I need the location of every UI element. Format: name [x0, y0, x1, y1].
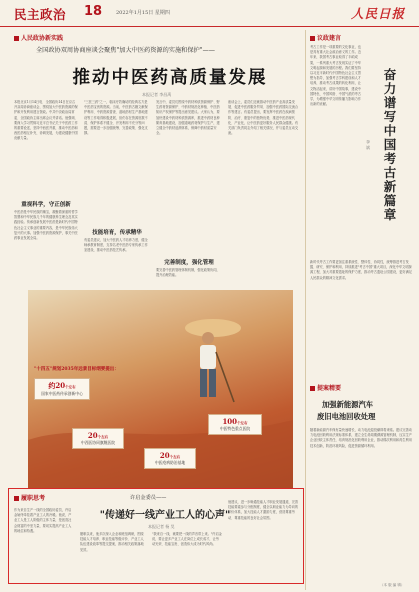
column-divider: [305, 30, 306, 590]
column-tag: 议政建言: [310, 33, 341, 42]
subhead: 技能培育，传承精华: [92, 230, 142, 236]
sidebar-text-block: 新时代考古工作要更加注重系统性、整体性、协同性，统筹推进考古发掘、研究、保护和利用，持续推进"考古中国"重大项目，深化中华文明探源工程，加大对重要遗址的保护力度，推动考古遗址公园建设，更好满足人民群众的精神文化需求。: [310, 260, 412, 280]
column-tag: 提案精要: [310, 383, 341, 392]
infographic-title: "十四五"规划2035年远景目标纲要提出：: [34, 367, 119, 372]
page-number: 18: [84, 4, 103, 19]
proposal-title-line1: 加强新能源汽车: [322, 400, 374, 409]
sidebar-text-block: 随着新能源汽车保有量快速增长，动力电池退役潮即将来临。建议完善动力电池回收利用法规标准体系，建立全生命周期溯源管理机制，压实生产企业回收主体责任，培育规范化回收利用企业，推动梯次利用和再生利用技术创新，防范环境风险，促进资源循环利用。: [310, 428, 412, 448]
article-text-block: 有委员建议，加大中医药人才培养力度，健全师承教育制度，支持名老中医药专家传承工作室建设，推动中医药技艺传承。: [84, 238, 148, 253]
bottom-text-block: 他建议，进一步畅通技能人才职业发展通道，完善技能要素参与分配制度，健全以职业能力为导向的评价体系，加大技能人才激励力度，营造尊重劳动、尊重技能的良好社会氛围。: [228, 500, 299, 520]
tag-square-icon: [310, 386, 315, 391]
stat-badge: 100个左右 中医特色重点医院: [208, 414, 262, 435]
main-byline: 本报记者 李昌禹: [142, 92, 172, 97]
bottom-text-block: 作为来自生产一线的全国政协委员，许启金始终牵挂着产业工人的冷暖。他说，产业工人是工人阶级的主体力量，是创造社会财富的中坚力量，要切实提高产业工人的地位和待遇。: [14, 508, 72, 533]
stat-badge: 20个左右 中医疫病防治基地: [144, 448, 196, 469]
proposal-title-line2: 废旧电池回收处理: [317, 412, 376, 421]
column-tag: 人民政协新实践: [14, 33, 63, 42]
bottom-text-block: "我来自一线，就要把一线的声音带上来。"许启金说，要让更多产业工人在岗位上成长成才，让劳动光荣、技能宝贵、创造伟大成为时代风尚。: [152, 532, 222, 547]
article-text-block: 中医药是中华民族的瑰宝，凝聚着深邃的哲学智慧和中华民族几千年的健康养生理念及其实践经验。传承创新发展中医药是新时代中国特色社会主义事业的重要内容，是中华民族伟大复兴的大事。加强中医药资源保护，事关中医药事业发展全局。: [14, 210, 78, 241]
sidebar-text-block: 考古工作是一项重要的文化事业，也是具有重大社会政治意义的工作。近年来，我国考古事业取得了丰硕成果，一系列重大考古发现实证了中华文明起源和发展的历程。我们要坚持以习近平新时代中国特色社会主义思想为指导，加强考古学科建设和人才培养，推动考古成果的转化利用，让文物活起来，讲好中国故事，建设中国特色、中国风格、中国气派的考古学，为增强中华文明传播力影响力作出新的贡献。: [310, 45, 361, 107]
sidebar-author: 李 斌: [366, 140, 371, 150]
newspaper-logo: 人民日报: [351, 6, 406, 21]
issue-date: 2022年1月15日 星期四: [116, 10, 170, 16]
stat-badge: 约20个左右 国家中医药传承创新中心: [34, 378, 90, 400]
tag-square-icon: [14, 496, 19, 501]
article-text-block: 要完善中医药管理体制机制，强化政策协同，提升治理效能。: [156, 268, 220, 278]
bottom-text-block: 履职以来，他多次深入企业和班组调研，围绕技能人才培养、职业技能等级评价、产业工人队伍建设改革等提交提案，推动相关政策落地见效。: [80, 532, 144, 552]
tag-square-icon: [14, 36, 19, 41]
article-text-block: 本报北京1月14日电 全国政协14日在京召开双周协商座谈会，围绕加大中医药资源的保护和开发利用建言资政。中共中央政治局常委、全国政协主席出席会议并讲话。他强调，要深入学习贯彻习近平总书记关于中医药工作的重要论述，坚持中西医并重，推动中医药和西医药相互补充、协调发展，为建设健康中国贡献力量。: [14, 100, 78, 141]
bottom-headline: "传递好一线产业工人的心声": [99, 510, 231, 521]
footer-note: （本 版 编 辑）: [380, 583, 405, 587]
main-kicker: 全国政协双周协商座谈会聚焦"加大中医药资源的实施和保护"——: [36, 47, 215, 54]
section-name: 民主政治: [14, 7, 67, 22]
article-text-block: 发言中，委员们围绕中药材种质资源保护、野生药材资源保护、中药材规范化种植、中医药知识产权保护等提出意见建议。大家认为，要加快建设中药材种质资源库，推进中药材良种繁育基地建设，加强道地药材保护与生产，建立健全中药材追溯体系，保障中药材质量安全。: [156, 100, 220, 136]
sidebar-headline: 奋力谱写中国考古新篇章: [382, 68, 397, 222]
stat-badge: 20个左右 中西医协同旗舰医院: [72, 428, 124, 449]
column-tag: 履职思考: [14, 493, 45, 502]
bottom-byline: 本报记者 杨 昊: [148, 524, 175, 529]
tag-square-icon: [310, 36, 315, 41]
article-text-block: 座谈会上，委员们还就推动中医药产业高质量发展、促进中医药服务贸易、加强中医药国际交流合作等建言。有委员提出，要发挥中医药在疾病预防、治疗、康复中的独特优势，推进中医药现代化、产业化，让中医药更好服务人民群众健康。有关部门负责同志介绍了相关情况，并与委员互动交流。: [228, 100, 299, 136]
article-text-block: "三医三药"之一，临床疗效确切的经典名方是中医药宝贵的资源。当前，中医药古籍文献保护利用、中药资源普查、道地药材生产基地建设等工作取得积极进展，但仍存在资源底数不清、保护体系不健全、开发利用不充分等问题，需要进一步加强统筹、完善政策、强化支撑。: [84, 100, 148, 136]
subhead: 完善制度，强化管理: [164, 260, 214, 266]
subhead: 重视科学，守正创新: [21, 202, 71, 208]
farmer-illustration: [28, 290, 293, 488]
bottom-kicker: 许启金委员——: [130, 495, 167, 501]
main-headline: 推动中医药高质量发展: [72, 68, 268, 88]
